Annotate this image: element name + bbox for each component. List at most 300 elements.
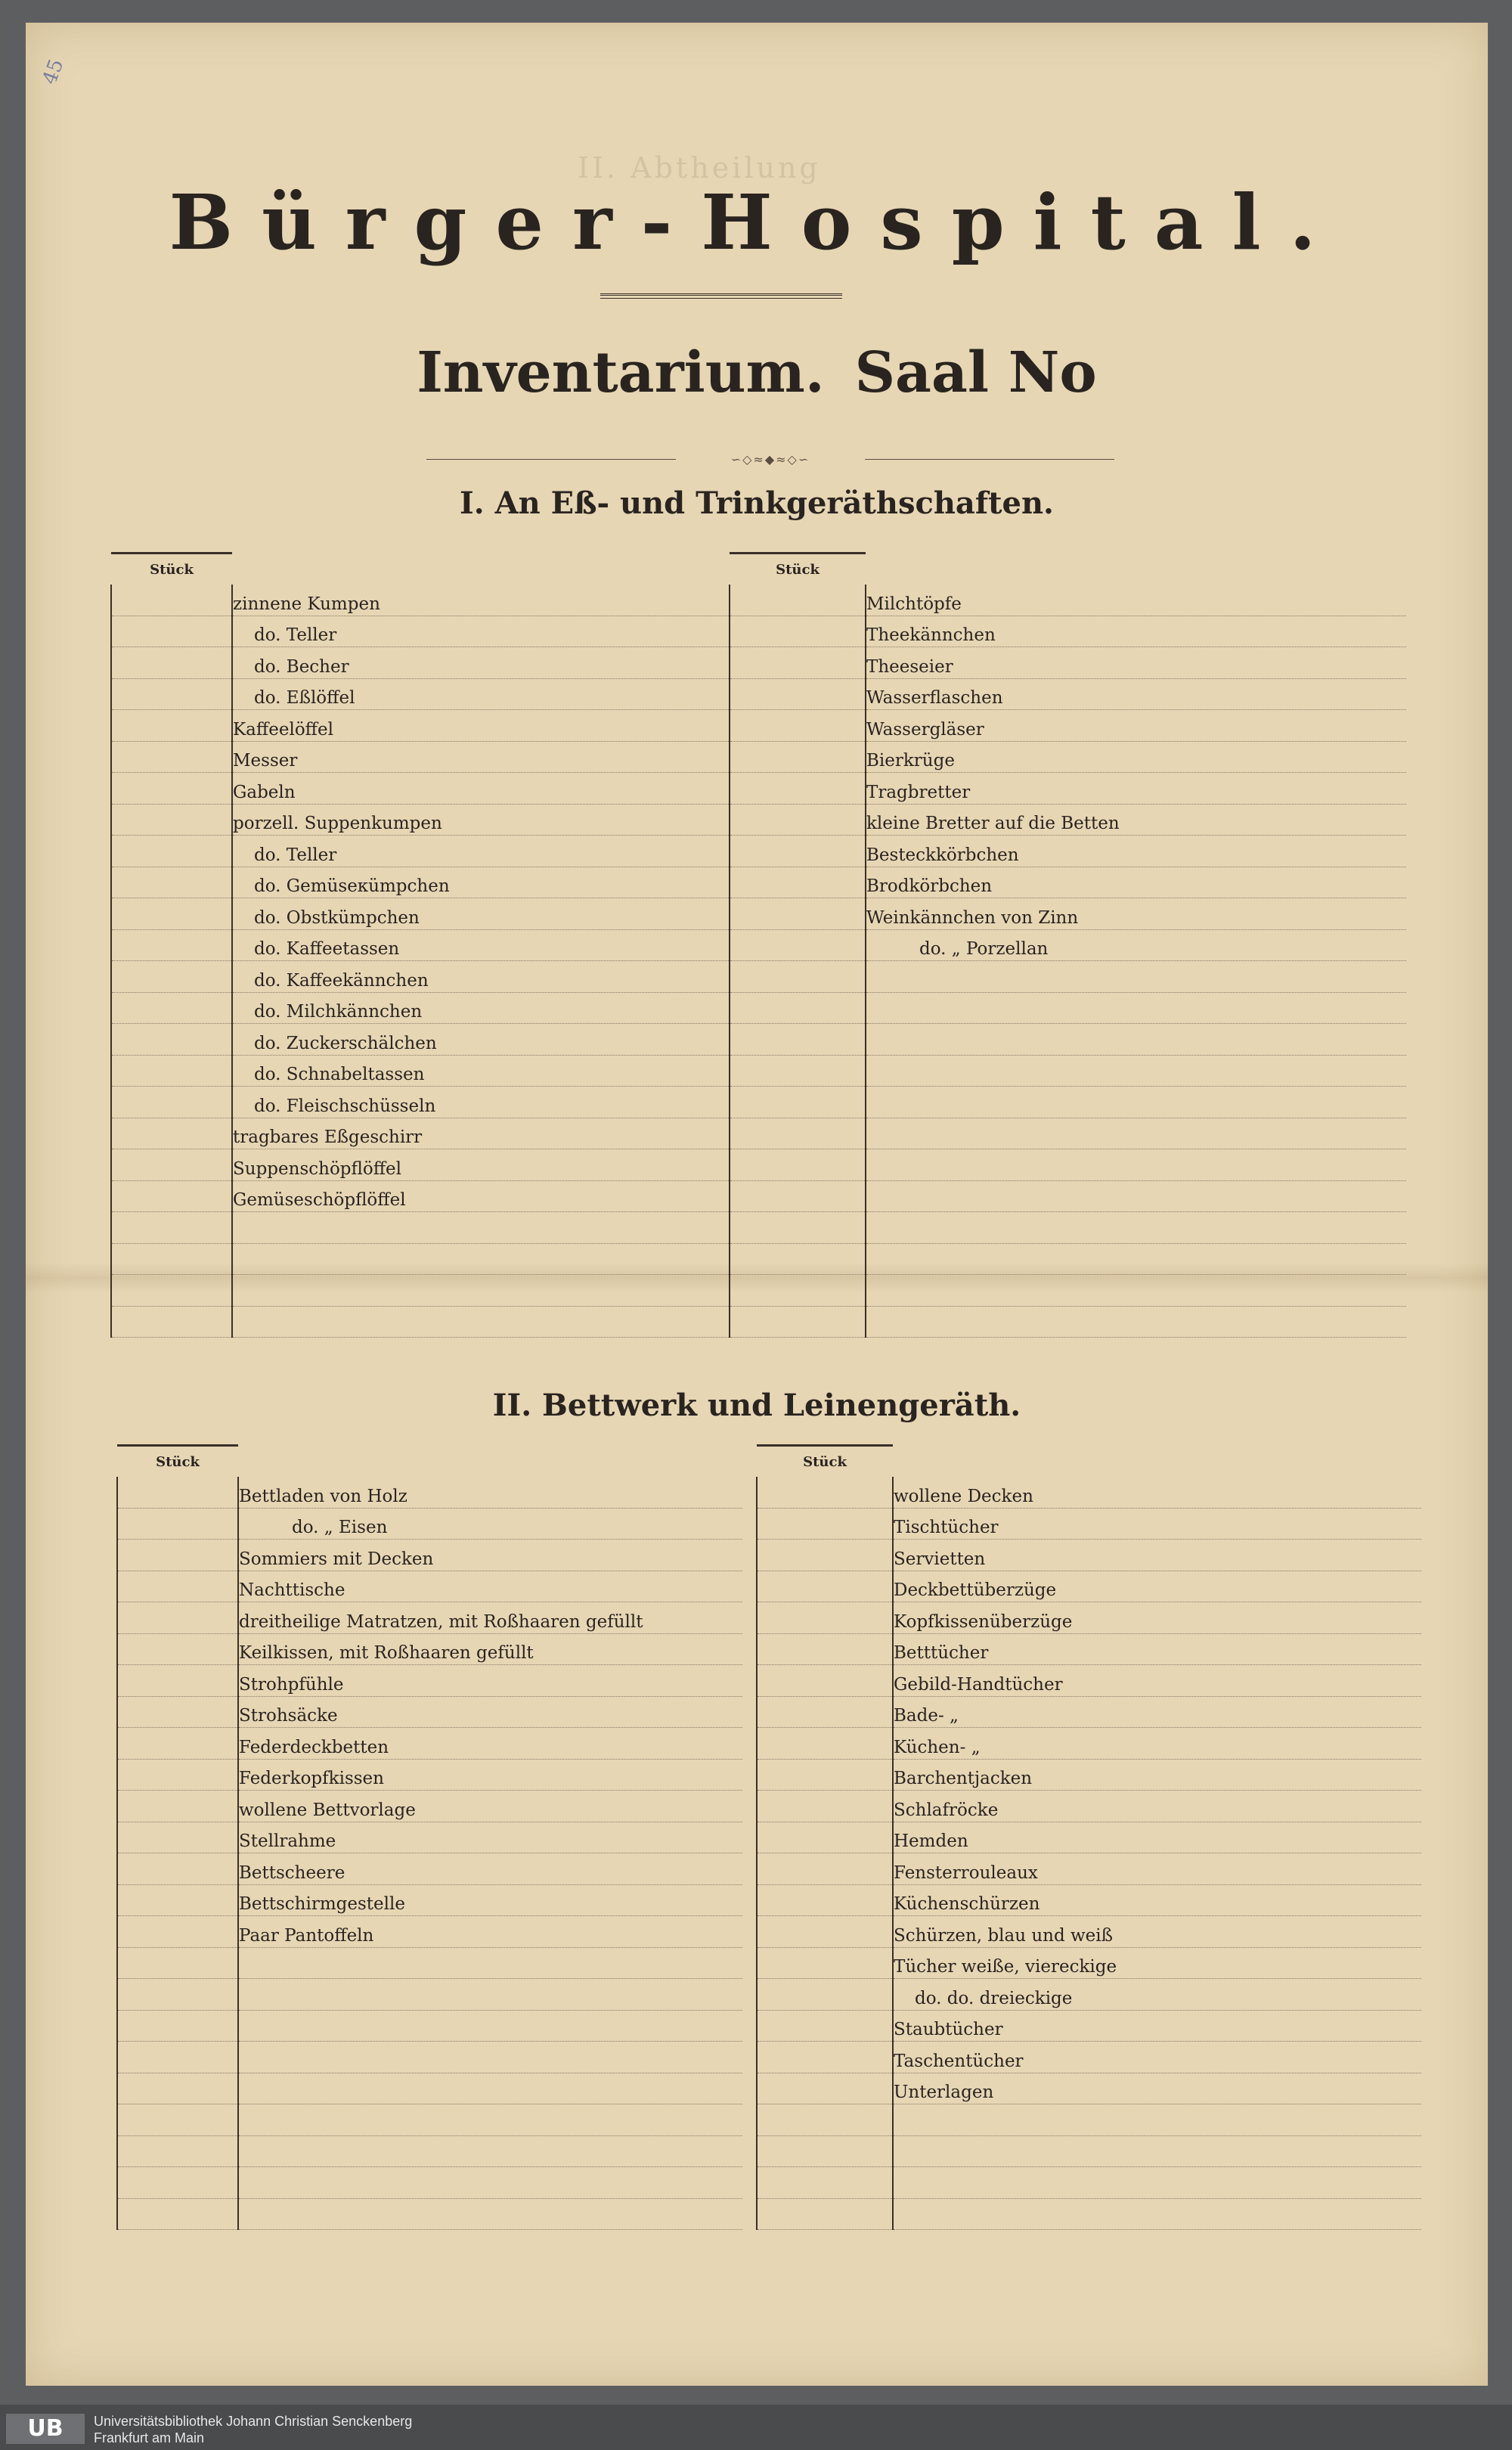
item-label: Taschentücher bbox=[894, 2051, 1024, 2071]
item-label: Schürzen, blau und weiß bbox=[894, 1925, 1114, 1946]
item-label: zinnene Kumpen bbox=[233, 594, 380, 614]
inventory-row bbox=[117, 1853, 742, 1885]
ub-logo: UB bbox=[6, 2414, 85, 2444]
inventory-row bbox=[730, 929, 1406, 961]
inventory-row bbox=[117, 1979, 742, 2011]
quantity-cell bbox=[111, 898, 232, 930]
quantity-cell bbox=[757, 1853, 893, 1885]
inventory-row bbox=[730, 616, 1406, 647]
item-label: Federdeckbetten bbox=[239, 1737, 389, 1757]
quantity-cell bbox=[117, 1822, 238, 1853]
quantity-cell bbox=[730, 929, 866, 961]
qty-header: Stück bbox=[730, 554, 866, 585]
quantity-cell bbox=[757, 1540, 893, 1571]
quantity-cell bbox=[111, 773, 232, 805]
item-label: Milchtöpfe bbox=[866, 594, 962, 614]
item-cell bbox=[238, 1979, 742, 2011]
inventory-row bbox=[117, 1728, 742, 1760]
inventory-row bbox=[757, 2010, 1421, 2042]
inventory-row bbox=[757, 1947, 1421, 1979]
quantity-cell bbox=[111, 961, 232, 993]
section1-heading: I. An Eß- und Trinkgeräthschaften. bbox=[460, 485, 1054, 521]
inventory-row bbox=[730, 1243, 1406, 1275]
item-cell bbox=[893, 2135, 1421, 2167]
item-label: do. Teller bbox=[254, 845, 337, 865]
inventory-row bbox=[730, 992, 1406, 1024]
item-label: Wassergläser bbox=[866, 719, 984, 740]
item-label: do. Teller bbox=[254, 625, 337, 645]
inventory-row bbox=[117, 1696, 742, 1728]
item-cell bbox=[893, 1916, 1421, 1948]
quantity-cell bbox=[757, 1822, 893, 1853]
subtitle-saal: Saal No bbox=[854, 340, 1097, 405]
quantity-cell bbox=[730, 867, 866, 898]
item-cell bbox=[866, 1055, 1406, 1087]
inventory-row bbox=[730, 1306, 1406, 1338]
inventory-row bbox=[757, 1979, 1421, 2011]
quantity-cell bbox=[730, 1243, 866, 1275]
qty-header: Stück bbox=[117, 1446, 238, 1478]
quantity-cell bbox=[730, 1087, 866, 1118]
inventory-row bbox=[730, 585, 1406, 616]
inventory-row bbox=[730, 836, 1406, 867]
item-cell bbox=[238, 1947, 742, 1979]
inventory-row bbox=[117, 2010, 742, 2042]
item-cell bbox=[238, 2042, 742, 2073]
quantity-cell bbox=[757, 1633, 893, 1665]
section1-left-table bbox=[110, 552, 736, 1338]
quantity-cell bbox=[730, 804, 866, 836]
item-label: do. do. dreieckige bbox=[915, 1988, 1073, 2008]
quantity-cell bbox=[757, 1884, 893, 1916]
quantity-cell bbox=[730, 992, 866, 1024]
inventory-row bbox=[757, 1759, 1421, 1791]
inventory-row bbox=[757, 1791, 1421, 1822]
quantity-cell bbox=[117, 1571, 238, 1602]
section1-right-table bbox=[729, 552, 1406, 1338]
inventory-row bbox=[730, 647, 1406, 679]
item-cell bbox=[238, 2198, 742, 2230]
item-label: Küchen- „ bbox=[894, 1737, 981, 1757]
quantity-cell bbox=[730, 1024, 866, 1056]
inventory-row bbox=[757, 1696, 1421, 1728]
quantity-cell bbox=[730, 616, 866, 647]
inventory-row bbox=[117, 2042, 742, 2073]
inventory-row bbox=[757, 1916, 1421, 1948]
quantity-cell bbox=[117, 1884, 238, 1916]
item-label: do. Eßlöffel bbox=[254, 688, 355, 708]
subtitle-inventarium: Inventarium. bbox=[417, 340, 825, 405]
inventory-row bbox=[111, 898, 736, 930]
item-cell bbox=[232, 647, 736, 679]
inventory-row bbox=[757, 2042, 1421, 2073]
item-cell bbox=[238, 2104, 742, 2136]
item-cell bbox=[232, 961, 736, 993]
item-label: Staubtücher bbox=[894, 2020, 1003, 2039]
footer-line1: Universitätsbibliothek Johann Christian Senckenberg bbox=[94, 2414, 413, 2429]
quantity-cell bbox=[111, 585, 232, 616]
inventory-row bbox=[730, 1275, 1406, 1307]
inventory-row bbox=[111, 961, 736, 993]
inventory-row bbox=[117, 2198, 742, 2230]
title-rule bbox=[600, 293, 842, 299]
item-cell bbox=[893, 1947, 1421, 1979]
quantity-cell bbox=[111, 741, 232, 773]
item-cell bbox=[866, 1243, 1406, 1275]
item-cell bbox=[893, 1853, 1421, 1885]
inventory-row bbox=[730, 1118, 1406, 1149]
inventory-row bbox=[757, 1477, 1421, 1508]
inventory-row bbox=[757, 2104, 1421, 2136]
item-label: Sommiers mit Decken bbox=[239, 1549, 434, 1569]
item-cell bbox=[238, 1791, 742, 1822]
item-cell bbox=[232, 836, 736, 867]
item-label: do. Obstkümpchen bbox=[254, 907, 420, 928]
item-cell bbox=[232, 741, 736, 773]
inventory-row bbox=[730, 1180, 1406, 1212]
item-label: Messer bbox=[233, 751, 298, 771]
inventory-row bbox=[111, 678, 736, 710]
inventory-row bbox=[111, 804, 736, 836]
quantity-cell bbox=[117, 1602, 238, 1634]
inventory-row bbox=[757, 1571, 1421, 1602]
item-label: dreitheilige Matratzen, mit Roßhaaren gefüllt bbox=[239, 1611, 643, 1632]
faint-bleed-text: II. Abtheilung bbox=[578, 151, 821, 185]
inventory-row bbox=[730, 710, 1406, 742]
item-cell bbox=[232, 616, 736, 647]
quantity-cell bbox=[117, 2198, 238, 2230]
quantity-cell bbox=[117, 1728, 238, 1760]
quantity-cell bbox=[757, 2042, 893, 2073]
item-label: Servietten bbox=[894, 1549, 986, 1569]
item-cell bbox=[893, 2104, 1421, 2136]
inventory-row bbox=[117, 1508, 742, 1540]
item-cell bbox=[893, 1602, 1421, 1634]
quantity-cell bbox=[117, 1759, 238, 1791]
item-label: do. Becher bbox=[254, 656, 349, 677]
item-cell bbox=[893, 1571, 1421, 1602]
inventory-row bbox=[111, 1180, 736, 1212]
item-cell bbox=[866, 1024, 1406, 1056]
item-cell bbox=[893, 1665, 1421, 1697]
item-cell bbox=[893, 2042, 1421, 2073]
item-cell bbox=[232, 1243, 736, 1275]
item-cell bbox=[893, 1791, 1421, 1822]
quantity-cell bbox=[117, 2010, 238, 2042]
item-cell bbox=[866, 1118, 1406, 1149]
item-cell bbox=[232, 1180, 736, 1212]
item-label: porzell. Suppenkumpen bbox=[233, 814, 442, 833]
item-label: Bettscheere bbox=[239, 1862, 345, 1883]
item-cell bbox=[893, 1633, 1421, 1665]
footer-line2: Frankfurt am Main bbox=[94, 2430, 205, 2445]
item-cell bbox=[866, 616, 1406, 647]
quantity-cell bbox=[117, 1696, 238, 1728]
item-cell bbox=[232, 1212, 736, 1244]
item-label: Barchentjacken bbox=[894, 1769, 1033, 1788]
item-label: Weinkännchen von Zinn bbox=[866, 907, 1079, 928]
quantity-cell bbox=[111, 867, 232, 898]
inventory-row bbox=[117, 1947, 742, 1979]
quantity-cell bbox=[757, 1477, 893, 1508]
document-sheet bbox=[26, 23, 1488, 2386]
item-label: Brodkörbchen bbox=[866, 876, 993, 896]
quantity-cell bbox=[730, 1118, 866, 1149]
quantity-cell bbox=[730, 585, 866, 616]
inventory-row bbox=[111, 710, 736, 742]
quantity-cell bbox=[117, 1916, 238, 1948]
quantity-cell bbox=[757, 1571, 893, 1602]
item-cell bbox=[232, 804, 736, 836]
inventory-row bbox=[730, 1087, 1406, 1118]
item-cell bbox=[866, 773, 1406, 805]
item-label: Theekännchen bbox=[866, 625, 996, 645]
quantity-cell bbox=[757, 2167, 893, 2199]
inventory-row bbox=[111, 773, 736, 805]
section2-right-table bbox=[756, 1444, 1421, 2230]
item-cell bbox=[866, 585, 1406, 616]
quantity-cell bbox=[111, 647, 232, 679]
item-cell bbox=[866, 647, 1406, 679]
item-cell bbox=[238, 1602, 742, 1634]
item-label: Stellrahme bbox=[239, 1831, 336, 1851]
item-cell bbox=[893, 2073, 1421, 2104]
inventory-row bbox=[730, 898, 1406, 930]
quantity-cell bbox=[730, 898, 866, 930]
item-cell bbox=[232, 585, 736, 616]
item-cell bbox=[238, 1884, 742, 1916]
item-label: Betttücher bbox=[894, 1643, 989, 1663]
document-subtitle bbox=[26, 340, 1488, 405]
item-cell bbox=[866, 804, 1406, 836]
inventory-row bbox=[111, 836, 736, 867]
item-cell bbox=[238, 1477, 742, 1508]
item-label: Kopfkissenüberzüge bbox=[894, 1611, 1073, 1632]
quantity-cell bbox=[757, 1759, 893, 1791]
quantity-cell bbox=[111, 1055, 232, 1087]
item-cell bbox=[893, 1696, 1421, 1728]
quantity-cell bbox=[730, 1212, 866, 1244]
quantity-cell bbox=[111, 1275, 232, 1307]
quantity-cell bbox=[757, 2198, 893, 2230]
item-cell bbox=[238, 1759, 742, 1791]
quantity-cell bbox=[730, 836, 866, 867]
inventory-row bbox=[111, 1275, 736, 1307]
item-cell bbox=[232, 1118, 736, 1149]
quantity-cell bbox=[117, 2073, 238, 2104]
inventory-row bbox=[117, 1665, 742, 1697]
quantity-cell bbox=[117, 1633, 238, 1665]
item-cell bbox=[893, 2198, 1421, 2230]
item-cell bbox=[866, 678, 1406, 710]
inventory-row bbox=[111, 585, 736, 616]
item-label: Unterlagen bbox=[894, 2082, 994, 2102]
inventory-row bbox=[730, 773, 1406, 805]
inventory-row bbox=[111, 1024, 736, 1056]
item-label: Gabeln bbox=[233, 782, 296, 802]
item-cell bbox=[893, 1759, 1421, 1791]
quantity-cell bbox=[757, 1916, 893, 1948]
inventory-row bbox=[757, 1633, 1421, 1665]
item-cell bbox=[232, 929, 736, 961]
quantity-cell bbox=[730, 1306, 866, 1338]
quantity-cell bbox=[117, 1791, 238, 1822]
inventory-row bbox=[111, 929, 736, 961]
item-cell bbox=[893, 2010, 1421, 2042]
inventory-row bbox=[111, 741, 736, 773]
item-cell bbox=[238, 1728, 742, 1760]
inventory-row bbox=[757, 2135, 1421, 2167]
item-label: do. „ Porzellan bbox=[919, 939, 1049, 959]
item-cell bbox=[238, 1508, 742, 1540]
quantity-cell bbox=[117, 1947, 238, 1979]
item-cell bbox=[866, 710, 1406, 742]
item-cell bbox=[866, 1180, 1406, 1212]
item-label: Tragbretter bbox=[866, 782, 971, 802]
inventory-row bbox=[117, 2167, 742, 2199]
item-cell bbox=[232, 1087, 736, 1118]
inventory-row bbox=[117, 1477, 742, 1508]
quantity-cell bbox=[111, 1212, 232, 1244]
item-label: Bade- „ bbox=[894, 1706, 959, 1726]
item-cell bbox=[238, 1665, 742, 1697]
qty-header: Stück bbox=[111, 554, 232, 585]
quantity-cell bbox=[111, 1087, 232, 1118]
quantity-cell bbox=[757, 1791, 893, 1822]
item-cell bbox=[238, 1853, 742, 1885]
item-cell bbox=[238, 2010, 742, 2042]
quantity-cell bbox=[111, 804, 232, 836]
section2-left-table bbox=[116, 1444, 742, 2230]
item-label: tragbares Eßgeschirr bbox=[233, 1127, 423, 1147]
quantity-cell bbox=[757, 1508, 893, 1540]
quantity-cell bbox=[111, 1118, 232, 1149]
item-cell bbox=[866, 1306, 1406, 1338]
inventory-row bbox=[111, 1306, 736, 1338]
inventory-row bbox=[757, 2198, 1421, 2230]
item-label: do. Gemüseкümpchen bbox=[254, 876, 450, 896]
quantity-cell bbox=[111, 1180, 232, 1212]
item-cell bbox=[893, 1728, 1421, 1760]
quantity-cell bbox=[757, 1665, 893, 1697]
item-cell bbox=[232, 992, 736, 1024]
quantity-cell bbox=[730, 773, 866, 805]
library-footer bbox=[0, 2405, 1512, 2450]
item-cell bbox=[866, 929, 1406, 961]
item-cell bbox=[893, 1884, 1421, 1916]
quantity-cell bbox=[111, 929, 232, 961]
inventory-row bbox=[730, 1212, 1406, 1244]
item-cell bbox=[893, 1540, 1421, 1571]
item-cell bbox=[893, 1477, 1421, 1508]
inventory-row bbox=[111, 1055, 736, 1087]
item-cell bbox=[866, 898, 1406, 930]
item-cell bbox=[238, 1633, 742, 1665]
document-title: Bürger-Hospital. bbox=[169, 178, 1345, 267]
item-cell bbox=[238, 2135, 742, 2167]
inventory-row bbox=[757, 2167, 1421, 2199]
item-cell bbox=[232, 898, 736, 930]
quantity-cell bbox=[757, 2010, 893, 2042]
item-cell bbox=[232, 1306, 736, 1338]
inventory-row bbox=[757, 1602, 1421, 1634]
item-cell bbox=[866, 1149, 1406, 1181]
inventory-row bbox=[730, 1024, 1406, 1056]
item-cell bbox=[238, 2073, 742, 2104]
quantity-cell bbox=[111, 1024, 232, 1056]
quantity-cell bbox=[730, 1275, 866, 1307]
item-label: Strohpfühle bbox=[239, 1674, 344, 1695]
inventory-row bbox=[757, 2073, 1421, 2104]
item-cell bbox=[893, 1979, 1421, 2011]
quantity-cell bbox=[117, 1540, 238, 1571]
item-label: Tischtücher bbox=[894, 1518, 999, 1537]
quantity-cell bbox=[111, 678, 232, 710]
item-label: Schlafröcke bbox=[894, 1800, 999, 1820]
inventory-row bbox=[730, 804, 1406, 836]
item-cell bbox=[866, 867, 1406, 898]
inventory-row bbox=[730, 678, 1406, 710]
quantity-cell bbox=[117, 1477, 238, 1508]
inventory-row bbox=[111, 1087, 736, 1118]
inventory-row bbox=[757, 1665, 1421, 1697]
item-cell bbox=[866, 1087, 1406, 1118]
item-cell bbox=[232, 1149, 736, 1181]
quantity-cell bbox=[117, 1979, 238, 2011]
item-cell bbox=[232, 773, 736, 805]
item-label: do. „ Eisen bbox=[292, 1518, 388, 1537]
item-label: Tücher weiße, viereckige bbox=[894, 1957, 1117, 1977]
inventory-row bbox=[117, 1540, 742, 1571]
quantity-cell bbox=[730, 741, 866, 773]
inventory-row bbox=[757, 1508, 1421, 1540]
inventory-row bbox=[117, 1759, 742, 1791]
quantity-cell bbox=[757, 2135, 893, 2167]
quantity-cell bbox=[730, 1055, 866, 1087]
inventory-row bbox=[111, 616, 736, 647]
item-cell bbox=[866, 961, 1406, 993]
quantity-cell bbox=[111, 1306, 232, 1338]
quantity-cell bbox=[757, 1696, 893, 1728]
inventory-row bbox=[111, 647, 736, 679]
item-cell bbox=[893, 2167, 1421, 2199]
quantity-cell bbox=[757, 2073, 893, 2104]
quantity-cell bbox=[117, 1508, 238, 1540]
inventory-row bbox=[757, 1822, 1421, 1853]
item-cell bbox=[232, 710, 736, 742]
quantity-cell bbox=[730, 678, 866, 710]
item-cell bbox=[866, 992, 1406, 1024]
item-label: Besteckkörbchen bbox=[866, 845, 1019, 865]
item-cell bbox=[893, 1508, 1421, 1540]
item-label: Gebild-Handtücher bbox=[894, 1674, 1063, 1695]
item-label: Küchenschürzen bbox=[894, 1894, 1040, 1914]
inventory-row bbox=[757, 1540, 1421, 1571]
inventory-row bbox=[111, 1149, 736, 1181]
quantity-cell bbox=[730, 647, 866, 679]
inventory-row bbox=[730, 1055, 1406, 1087]
item-cell bbox=[238, 1822, 742, 1853]
item-label: Paar Pantoffeln bbox=[239, 1925, 374, 1946]
inventory-row bbox=[117, 1884, 742, 1916]
quantity-cell bbox=[117, 2042, 238, 2073]
item-label: wollene Decken bbox=[894, 1486, 1033, 1506]
quantity-cell bbox=[117, 1853, 238, 1885]
ornamental-rule: ∽◇≈◆≈◇∽ bbox=[426, 452, 1114, 467]
item-label: Strohsäcke bbox=[239, 1706, 338, 1726]
item-label: do. Kaffeekännchen bbox=[254, 970, 429, 991]
qty-header: Stück bbox=[757, 1446, 893, 1478]
